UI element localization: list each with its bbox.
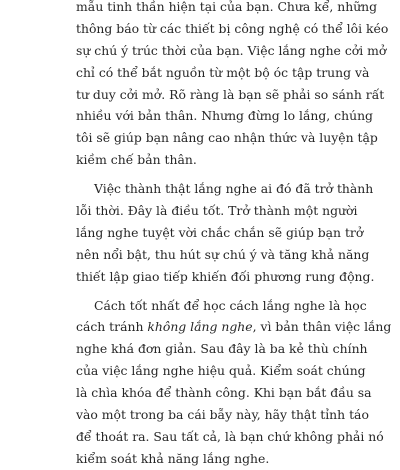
- text-line: của việc lắng nghe hiệu quả. Kiểm soát chúng: [76, 363, 366, 379]
- text-line: vào một trong ba cái bẫy này, hãy thật tỉnh táo: [76, 407, 369, 423]
- text-line-with-emphasis: [76, 316, 392, 338]
- text-line: kiềm chế bản thân.: [76, 152, 197, 168]
- text-line: tư duy cởi mở. Rõ ràng là bạn sẽ phải so sánh rất: [76, 86, 385, 102]
- text-line: nên nổi bật, thu hút sự chú ý và tăng khả năng: [76, 246, 370, 262]
- body-text: [76, 0, 392, 470]
- text-line: thiết lập giao tiếp khiến đối phương rung động.: [76, 268, 375, 284]
- paragraph-gap: [76, 288, 331, 295]
- text-line: thông báo từ các thiết bị công nghệ có thể lôi kéo: [76, 20, 389, 36]
- text-line: lắng nghe tuyệt vời chắc chắn sẽ giúp bạn trở: [76, 224, 364, 240]
- text-line: kiểm soát khả năng lắng nghe.: [76, 450, 270, 466]
- paragraph-3: [76, 295, 392, 470]
- paragraph-gap: [76, 171, 331, 178]
- text-line: nhiều với bản thân. Nhưng đừng lo lắng, chúng: [76, 108, 373, 124]
- text-line: mẫu tinh thần hiện tại của bạn. Chưa kể, những: [76, 0, 378, 14]
- text-line: chỉ có thể bắt nguồn từ một bộ óc tập trung và: [76, 64, 370, 80]
- text-line: nghe khá đơn giản. Sau đây là ba kẻ thù chính: [76, 341, 368, 357]
- text-line: sự chú ý trúc thời của bạn. Việc lắng nghe cởi mở: [76, 42, 387, 58]
- text-line: Việc thành thật lắng nghe ai đó đã trở thành: [94, 181, 374, 197]
- text-fragment: , vì bản thân việc lắng: [252, 319, 392, 335]
- paragraph-1: [76, 0, 389, 171]
- text-fragment: cách tránh: [76, 319, 148, 335]
- paragraph-2: [76, 178, 375, 287]
- text-line: để thoát ra. Sau tất cả, là bạn chứ không phải nó: [76, 428, 384, 444]
- emphasized-phrase: không lắng nghe: [147, 319, 253, 335]
- text-line: lỗi thời. Đây là điều tốt. Trở thành một người: [76, 203, 358, 219]
- text-line: Cách tốt nhất để học cách lắng nghe là học: [94, 297, 367, 313]
- text-line: là chìa khóa để thành công. Khi bạn bắt đầu sa: [76, 385, 372, 401]
- text-line: tôi sẽ giúp bạn nâng cao nhận thức và luyện tập: [76, 130, 378, 146]
